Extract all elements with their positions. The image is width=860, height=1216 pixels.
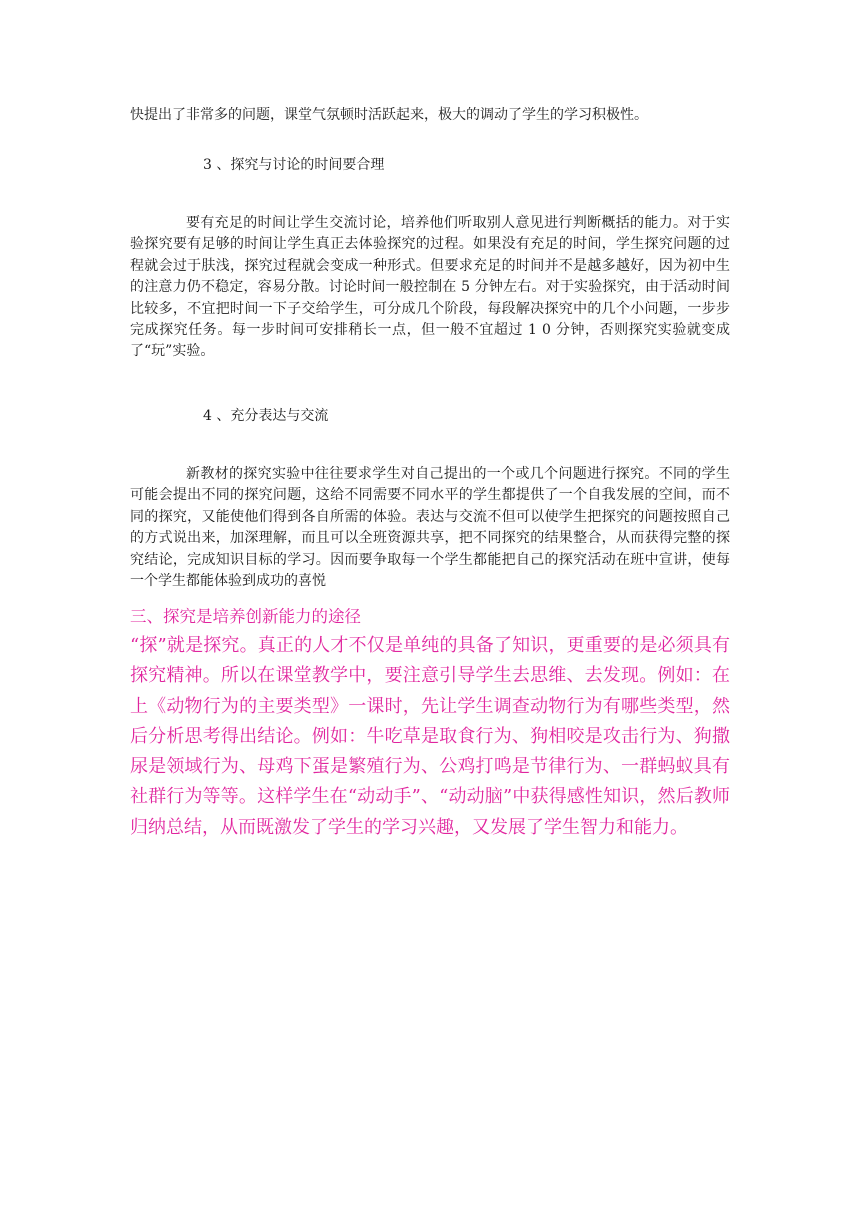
- section-3-paragraph: “探”就是探究。真正的人才不仅是单纯的具备了知识，更重要的是必须具有探究精神。所以在课堂教学中，要注意引导学生去思维、去发现。例如：在上《动物行为的主要类型》一课时，先让学生调查动物行为有哪些类型，然后分析思考得出结论。例如：牛吃草是取食行为、狗相咬是攻击行为、狗撒尿是领域行为、母鸡下蛋是繁殖行为、公鸡打鸣是节律行为、一群蚂蚁具有社群行为等等。这样学生在“动动手”、“动动脑”中获得感性知识，然后教师归纳总结，从而既激发了学生的学习兴趣，又发展了学生智力和能力。: [130, 635, 730, 838]
- point-4-paragraph: 新教材的探究实验中往往要求学生对自己提出的一个或几个问题进行探究。不同的学生可能会提出不同的探究问题，这给不同需要不同水平的学生都提供了一个自我发展的空间，而不同的探究，又能使他们得到各自所需的体验。表达与交流不但可以使学生把探究的问题按照自己的方式说出来，加深理解，而且可以全班资源共享，把不同探究的结果整合，从而获得完整的探究结论，完成知识目标的学习。因而要争取每一个学生都能把自己的探究活动在班中宣讲，使每一个学生都能体验到成功的喜悦: [130, 466, 730, 590]
- point-3-heading: 3 、探究与讨论的时间要合理: [203, 157, 385, 173]
- point-3-paragraph: 要有充足的时间让学生交流讨论，培养他们听取别人意见进行判断概括的能力。对于实验探究要有足够的时间让学生真正去体验探究的过程。如果没有充足的时间，学生探究问题的过程就会过于肤浅，探究过程就会变成一种形式。但要求充足的时间并不是越多越好，因为初中生的注意力仍不稳定，容易分散。讨论时间一般控制在 5 分钟左右。对于实验探究，由于活动时间比较多，不宜把时间一下子交给学生，可分成几个阶段，每段解决探究中的几个小问题，一步步完成探究任务。每一步时间可安排稍长一点，但一般不宜超过 1 0 分钟，否则探究实验就变成了“玩”实验。: [130, 215, 730, 360]
- section-3-heading: 三、探究是培养创新能力的途径: [130, 607, 361, 626]
- intro-line: 快提出了非常多的问题，课堂气氛顿时活跃起来，极大的调动了学生的学习积极性。: [130, 107, 648, 123]
- point-4-heading: 4 、充分表达与交流: [203, 408, 329, 424]
